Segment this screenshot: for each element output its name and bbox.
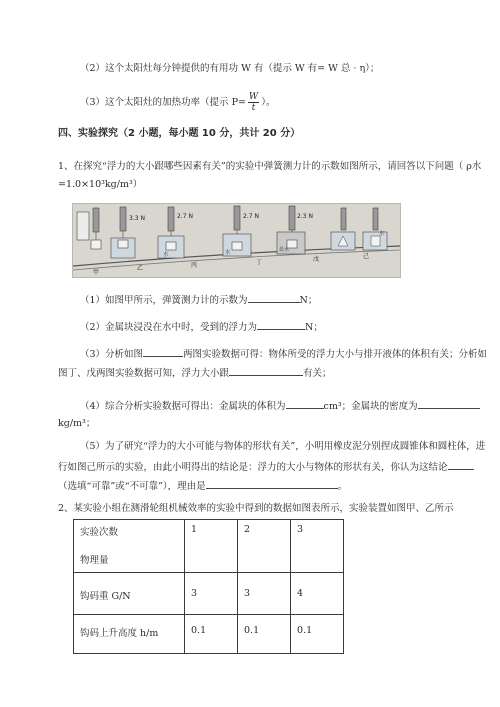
cylinder-shape <box>371 236 380 246</box>
saltwater-label: 盐水 <box>279 247 290 253</box>
table-cell: 3 <box>291 520 344 573</box>
p1-q2-unit: N； <box>305 322 323 333</box>
table-cell: 2 <box>238 520 291 573</box>
water-label-2: 水 <box>225 250 231 256</box>
q3-suffix: ）。 <box>261 96 276 108</box>
label-ding: 丁 <box>256 259 263 266</box>
answer-blank[interactable] <box>229 365 303 376</box>
p1-q2-text: （2）金属块浸没在水中时，受到的浮力为 <box>80 322 258 333</box>
experiment-figure <box>72 203 401 278</box>
fraction-numerator: W <box>248 92 259 102</box>
p1-q5-a: （5）为了研究“浮力的大小可能与物体的形状有关”，小明用橡皮泥分别捏成圆锥体和圆柱体，进 <box>80 441 486 452</box>
table-cell: 钩码重 G/N <box>74 573 185 615</box>
spring-scale-3 <box>168 207 174 231</box>
answer-blank[interactable] <box>257 319 305 330</box>
p1-q1 <box>80 292 317 308</box>
experiment-illustration <box>73 204 400 277</box>
spring-scale-2 <box>120 207 126 231</box>
answer-blank[interactable] <box>206 478 338 489</box>
table-cell: 0.1 <box>238 615 291 654</box>
p1-q5-c <box>58 478 347 494</box>
table-row <box>74 615 344 654</box>
table-cell: 1 <box>185 520 238 573</box>
table-cell: 0.1 <box>291 615 344 654</box>
label-yi: 乙 <box>137 265 144 272</box>
answer-blank[interactable] <box>448 459 474 470</box>
p1-q3-text-a: （3）分析如图 <box>80 349 144 360</box>
header-line-a: 实验次数 <box>80 527 119 538</box>
p1-q4-text-b: cm³；金属块的密度为 <box>323 401 418 412</box>
p1-q5-text-d: 。 <box>337 481 348 492</box>
answer-blank[interactable] <box>286 398 324 409</box>
header-line-b: 物理量 <box>80 555 109 566</box>
p1-q3-a <box>80 346 487 362</box>
spring-scale-5 <box>289 206 295 230</box>
reading-4: 2.3 N <box>297 213 313 220</box>
spring-scale-4 <box>234 206 240 230</box>
answer-blank[interactable] <box>248 292 300 303</box>
p1-q3-text-d: 有关； <box>303 368 332 379</box>
spring-scale-6a <box>341 208 346 230</box>
p1-q5-b <box>58 459 474 475</box>
metal-block-1 <box>91 240 101 249</box>
reading-3: 2.7 N <box>243 213 259 220</box>
problem-2-intro: 2、某实验小组在测滑轮组机械效率的实验中得到的数据如图表所示，实验装置如图甲、乙所示 <box>58 503 454 514</box>
table-cell: 3 <box>238 573 291 615</box>
spring-scale-1 <box>93 208 99 232</box>
p1-q3-text-b: 两图实验数据可得：物体所受的浮力大小与排开液体的体积有关；分析如 <box>183 349 488 360</box>
table-cell: 钩码上升高度 h/m <box>74 615 185 654</box>
question-3-line <box>80 92 275 113</box>
q3-prefix: （3）这个太阳灶的加热功率（提示 P= <box>80 96 246 108</box>
p1-q5-text-b: 行如图己所示的实验，由此小明得出的结论是：浮力的大小与物体的形状有关，你认为这结论 <box>58 462 448 473</box>
problem-1-intro-a: 1、在探究“浮力的大小跟哪些因素有关”的实验中弹簧测力计的示数如图所示，请回答以下问题（ ρ水 <box>58 161 482 172</box>
answer-blank[interactable] <box>418 398 480 409</box>
label-wu: 戊 <box>313 256 320 263</box>
table-cell: 0.1 <box>185 615 238 654</box>
label-ji: 己 <box>363 253 370 260</box>
power-formula-fraction <box>248 92 259 113</box>
water-label-1: 水 <box>163 252 169 258</box>
answer-blank[interactable] <box>143 346 183 357</box>
p1-q1-unit: N； <box>299 295 318 306</box>
problem-1-intro-b: =1.0×10³kg/m³） <box>58 179 143 190</box>
section-title: 四、实验探究（2 小题，每小题 10 分，共计 20 分） <box>58 128 301 139</box>
water-label-3: 水 <box>379 231 385 237</box>
reading-1: 3.3 N <box>129 215 145 222</box>
scale-zoom-inset <box>77 212 89 240</box>
table-header-cell <box>74 520 185 573</box>
p1-q3-b <box>58 365 332 381</box>
table-cell: 3 <box>185 573 238 615</box>
p1-q1-text: （1）如图甲所示，弹簧测力计的示数为 <box>80 295 248 306</box>
table-cell: 4 <box>291 573 344 615</box>
p1-q4-b: kg/m³； <box>58 418 96 429</box>
fraction-denominator: t <box>251 103 256 113</box>
table-row <box>74 520 344 573</box>
p1-q5-text-c: （选填“可靠”或“不可靠”），理由是 <box>58 481 206 492</box>
p1-q4-a <box>80 398 480 414</box>
p1-q2 <box>80 319 323 335</box>
question-2-line: （2）这个太阳灶每分钟提供的有用功 W 有（提示 W 有= W 总 · η）； <box>80 63 380 74</box>
label-bing: 丙 <box>191 262 198 269</box>
p1-q3-text-c: 图丁、戊两图实验数据可知，浮力大小跟 <box>58 368 230 379</box>
table-row <box>74 573 344 615</box>
reading-2: 2.7 N <box>177 213 193 220</box>
p1-q4-text-a: （4）综合分析实验数据可得出：金属块的体积为 <box>80 401 286 412</box>
label-jia: 甲 <box>93 269 100 276</box>
data-table <box>73 519 344 654</box>
spring-scale-6b <box>373 208 378 230</box>
